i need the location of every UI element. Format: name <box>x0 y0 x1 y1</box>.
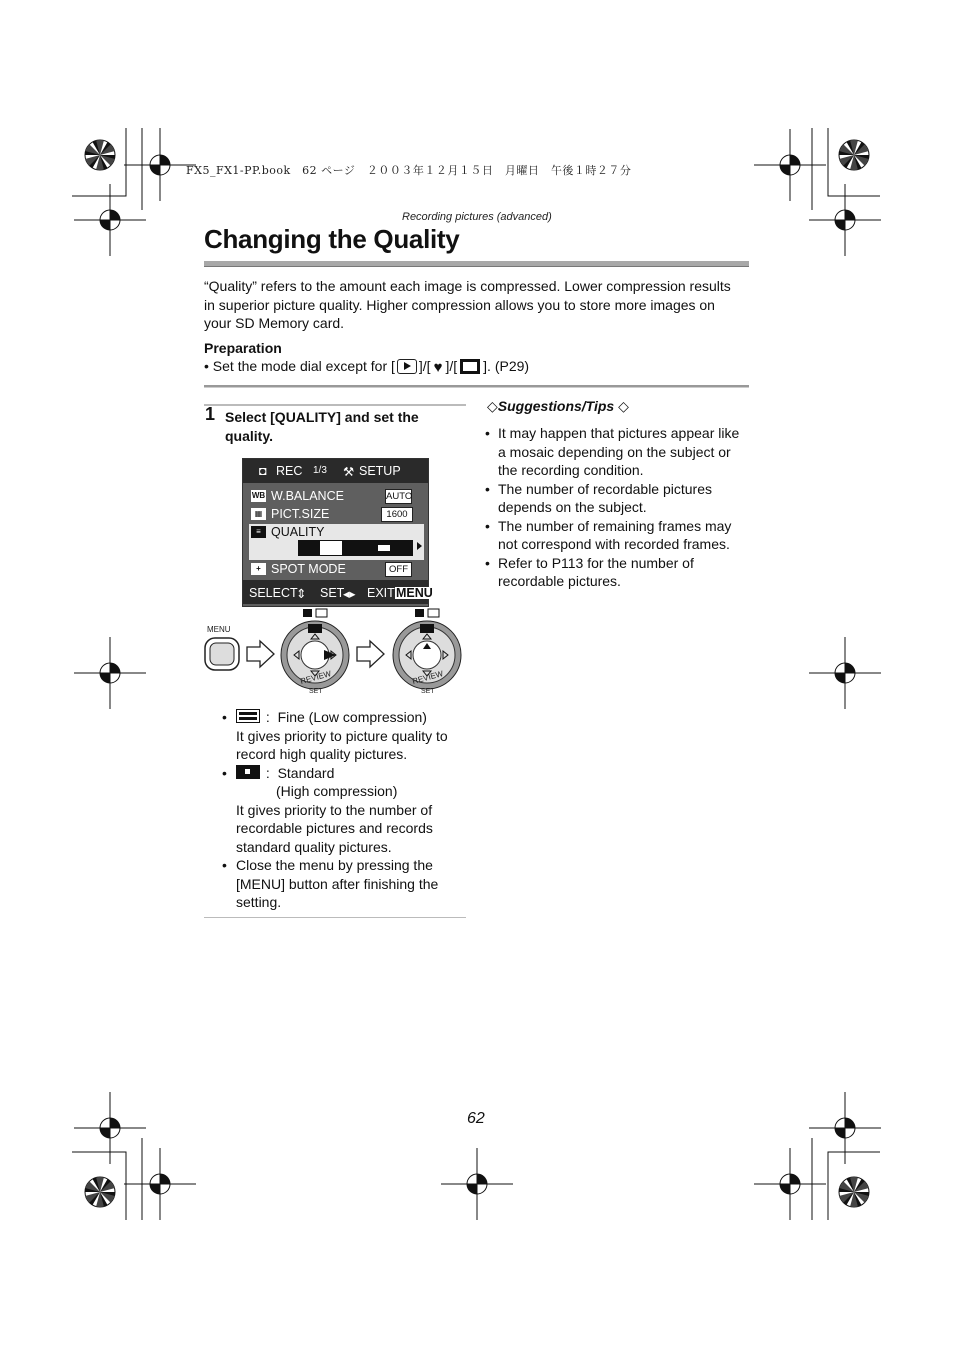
bullet: • <box>204 358 209 374</box>
step-rule-bottom <box>204 917 466 918</box>
quality-icon: ≡ <box>251 526 266 538</box>
standard-description: It gives priority to the number of recordable pictures and records standard quality pictures. <box>236 801 433 855</box>
list-item: • The number of recordable pictures depends on the subject. <box>485 480 712 515</box>
standard-option <box>378 545 390 551</box>
lcd-exit-label: EXIT <box>367 586 395 600</box>
fine-description: It gives priority to picture quality to record high quality pictures. <box>236 727 448 762</box>
lcd-menu-screen <box>242 458 433 607</box>
preparation-heading: Preparation <box>204 340 282 356</box>
prep-sep-1: ]/[ <box>418 358 431 374</box>
review-label-1: REVIEW <box>299 669 333 686</box>
picture-size-icon: ▦ <box>251 508 266 520</box>
tips-heading-text: Suggestions/Tips <box>497 398 615 414</box>
list-item: • It may happen that pictures appear like a mosaic depending on the subject or the recording condition. <box>485 425 740 478</box>
up-down-arrow-icon: ⇕ <box>296 587 307 601</box>
page-number: 62 <box>467 1110 485 1127</box>
page-title: Changing the Quality <box>204 224 460 254</box>
arrow-right-icon <box>247 641 274 667</box>
lcd-tab-rec: REC <box>276 464 303 478</box>
set-label-2: SET <box>421 688 435 695</box>
step-instruction: Select [QUALITY] and set the quality. <box>225 409 419 444</box>
playback-mode-icon <box>397 359 417 374</box>
prep-sep-2: ]/[ <box>445 358 458 374</box>
control-diagram <box>200 605 470 700</box>
diamond-icon: ◇ <box>487 398 498 414</box>
review-label-2: REVIEW <box>411 669 445 686</box>
menu-button-label: MENU <box>207 625 231 634</box>
spot-mode-icon: + <box>251 563 266 575</box>
burst-icon <box>316 609 327 617</box>
set-label-1: SET <box>309 688 323 695</box>
fine-option-selected <box>320 541 342 555</box>
list-item: • Close the menu by pressing the [MENU] button after finishing the setting. <box>222 857 439 910</box>
list-item: • Refer to P113 for the number of recordable pictures. <box>485 554 694 589</box>
prep-text-after: ]. (P29) <box>483 358 530 374</box>
arrow-right-icon <box>417 542 422 550</box>
title-rule <box>204 261 749 267</box>
list-item: • : Fine (Low compression) It gives priority to picture quality to record high quality pictures. <box>222 709 448 762</box>
step-rule-top <box>204 404 466 406</box>
lcd-set-label: SET <box>320 586 345 600</box>
standard-label: Standard <box>277 764 335 781</box>
diamond-icon: ◇ <box>618 398 629 414</box>
standard-label-2: (High compression) <box>276 783 398 799</box>
list-item: • The number of remaining frames may not correspond with recorded frames. <box>485 517 732 552</box>
lcd-select-label: SELECT <box>249 586 298 600</box>
close-note: Close the menu by pressing the [MENU] button after finishing the setting. <box>236 857 439 910</box>
arrow-right-icon <box>357 641 384 667</box>
section-label: Recording pictures (advanced) <box>402 211 552 223</box>
lcd-tab-bar <box>243 459 428 483</box>
lcd-value-1600: 1600 <box>381 507 413 522</box>
lcd-row-quality <box>249 524 424 560</box>
fine-quality-icon <box>236 709 260 723</box>
preparation-text <box>204 358 529 376</box>
left-right-arrow-icon: ◂▸ <box>343 587 356 601</box>
lcd-row-label: QUALITY <box>271 525 325 539</box>
lcd-row-label: PICT.SIZE <box>271 507 330 521</box>
file-header-line: FX5_FX1-PP.book 62 ページ ２００３年１２月１５日 月曜日 午後１時２７分 <box>186 164 632 177</box>
wb-icon: WB <box>251 491 266 500</box>
lcd-tab-page: 1/3 <box>313 465 327 476</box>
heart-mode-icon: ♥ <box>433 359 443 376</box>
tips-heading <box>487 398 629 415</box>
menu-button-icon: MENU <box>396 586 433 600</box>
exposure-icon <box>303 609 312 617</box>
lcd-value-off: OFF <box>385 562 412 577</box>
wrench-icon: ⚒ <box>343 465 355 479</box>
lcd-bottom-bar <box>243 580 433 604</box>
motion-picture-mode-icon <box>460 359 480 374</box>
section-divider <box>204 385 749 388</box>
tips-list <box>485 424 750 591</box>
quality-option-bar <box>298 540 413 556</box>
burst-icon <box>428 609 439 617</box>
standard-quality-icon <box>236 765 260 779</box>
prep-text-before: Set the mode dial except for [ <box>212 358 395 374</box>
exposure-icon <box>415 609 424 617</box>
intro-paragraph: “Quality” refers to the amount each image is compressed. Lower compression results in superior picture quality. Higher compression allows you to store more images on your SD Memory card. <box>204 278 731 331</box>
lcd-tab-setup: SETUP <box>359 464 401 478</box>
fine-label: Fine (Low compression) <box>277 709 427 725</box>
step-number: 1 <box>205 404 216 424</box>
quality-options-list <box>222 708 467 912</box>
lcd-value-auto: AUTO <box>386 491 413 502</box>
lcd-row-label: SPOT MODE <box>271 562 346 576</box>
lcd-row-label: W.BALANCE <box>271 489 344 503</box>
list-item: • : Standard (High compression) It gives priority to the number of recordable pictures and records standard quality pictures. <box>222 764 433 855</box>
camera-icon: ◘ <box>259 464 267 478</box>
